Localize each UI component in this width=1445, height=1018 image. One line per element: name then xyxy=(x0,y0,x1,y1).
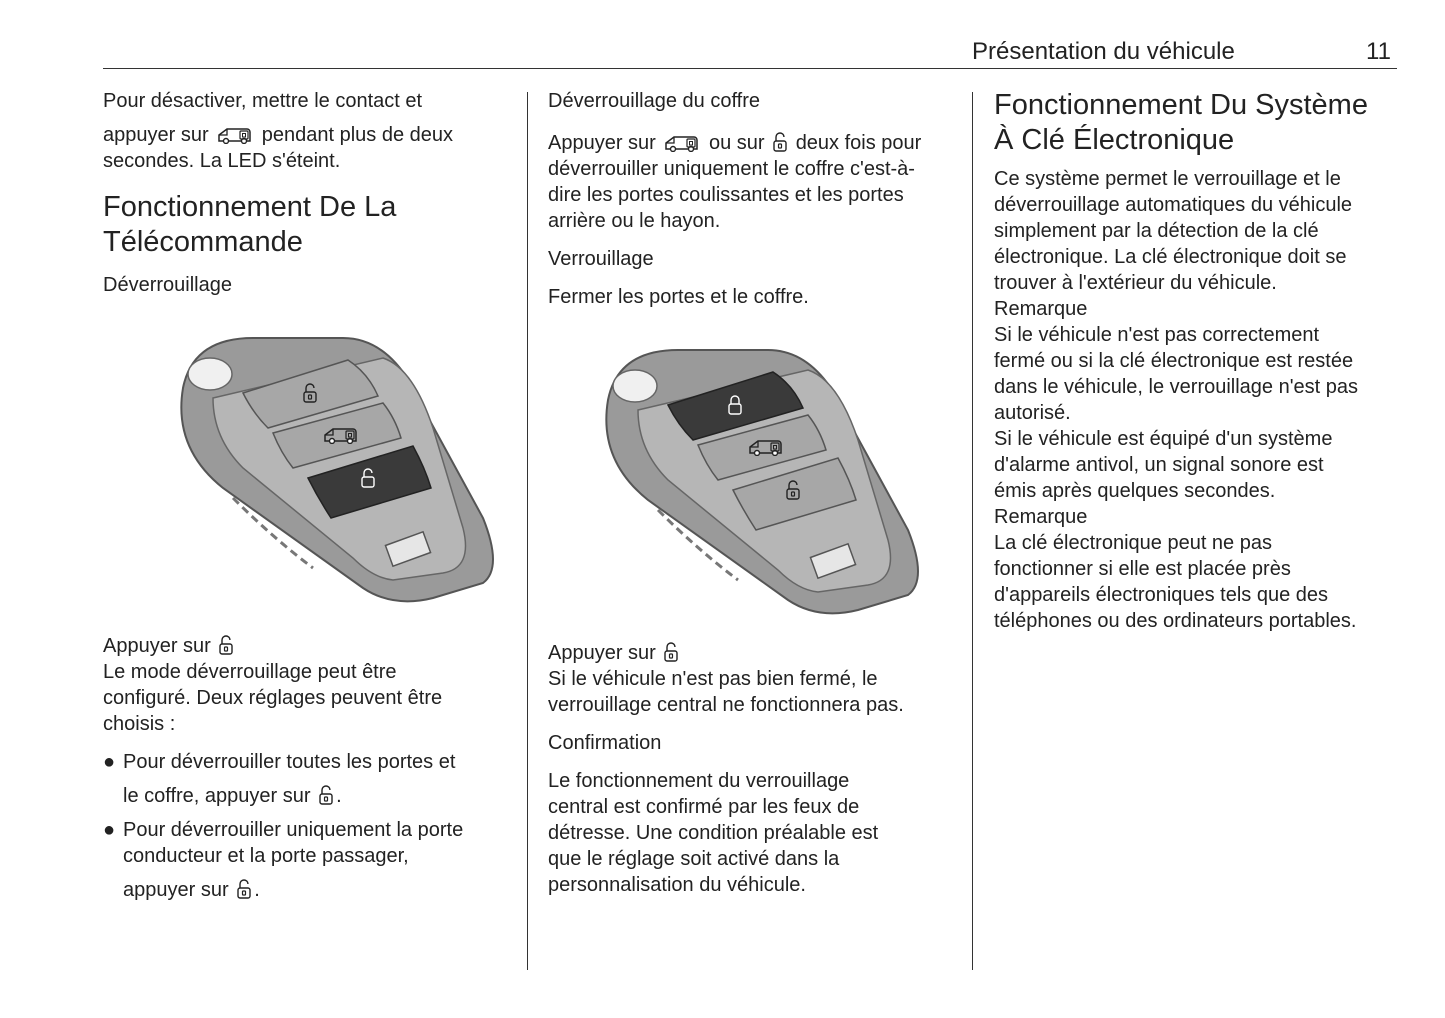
column-1 xyxy=(103,88,513,903)
period: . xyxy=(336,785,342,807)
confirmation-line-d: que le réglage soit activé dans la xyxy=(548,848,840,870)
key-fob-illustration-unlock xyxy=(103,298,513,633)
section-heading-remote xyxy=(103,190,513,260)
lock-warning-line-b: verrouillage central ne fonctionnera pas. xyxy=(548,694,904,716)
trunk-press-label: Appuyer sur xyxy=(548,132,656,154)
list-item xyxy=(103,817,513,903)
key-fob-illustration-lock xyxy=(548,310,958,640)
bullet1-line-b xyxy=(123,783,455,809)
press-label: Appuyer sur xyxy=(103,635,211,657)
heading-line-b: Télécommande xyxy=(103,226,303,258)
intro-line-a: Pour désactiver, mettre le contact et xyxy=(103,90,423,112)
note-heading-1: Remarque xyxy=(994,298,1088,320)
unlock-padlock-icon xyxy=(237,879,251,899)
note1-line-f: d'alarme antivol, un signal sonore est xyxy=(994,454,1324,476)
trunk-line-d: arrière ou le hayon. xyxy=(548,210,721,232)
column-3 xyxy=(994,88,1394,634)
note1-line-b: fermé ou si la clé électronique est restée xyxy=(994,350,1354,372)
column-divider-2 xyxy=(972,92,973,970)
list-item xyxy=(103,749,513,809)
heading-line-b: À Clé Électronique xyxy=(994,124,1235,156)
note2-line-a: La clé électronique peut ne pas xyxy=(994,532,1272,554)
bullet-marker: ● xyxy=(103,751,116,773)
lock-warning-line-a: Si le véhicule n'est pas bien fermé, le xyxy=(548,668,878,690)
note1-line-g: émis après quelques secondes. xyxy=(994,480,1276,502)
period: . xyxy=(254,879,260,901)
subheading-unlock: Déverrouillage xyxy=(103,274,232,296)
note1-line-e: Si le véhicule est équipé d'un système xyxy=(994,428,1333,450)
note2-line-c: d'appareils électroniques tels que des xyxy=(994,584,1329,606)
trunk-twice-label: deux fois pour xyxy=(795,132,922,154)
keyless-line-a: Ce système permet le verrouillage et le xyxy=(994,168,1341,190)
press-lock-line xyxy=(548,640,958,666)
confirmation-line-c: détresse. Une condition préalable est xyxy=(548,822,879,844)
unlock-padlock-icon xyxy=(664,642,678,662)
note2-line-b: fonctionner si elle est placée près xyxy=(994,558,1291,580)
bullet1-line-a: Pour déverrouiller toutes les portes et xyxy=(123,751,456,773)
subheading-trunk-unlock: Déverrouillage du coffre xyxy=(548,90,760,112)
unlock-padlock-icon xyxy=(319,785,333,805)
subheading-lock: Verrouillage xyxy=(548,248,654,270)
heading-line-a: Fonctionnement Du Système xyxy=(994,89,1368,121)
note2-line-d: téléphones ou des ordinateurs portables. xyxy=(994,610,1357,632)
unlock-mode-line-a: Le mode déverrouillage peut être xyxy=(103,661,397,683)
intro-line-b xyxy=(103,122,513,148)
van-rear-icon xyxy=(217,126,253,144)
unlock-padlock-icon xyxy=(219,635,233,655)
heading-line-a: Fonctionnement De La xyxy=(103,191,397,223)
header-rule xyxy=(103,68,1397,69)
press-unlock-line xyxy=(103,633,513,659)
keyless-line-e: trouver à l'extérieur du véhicule. xyxy=(994,272,1277,294)
lock-instruction: Fermer les portes et le coffre. xyxy=(548,286,809,308)
bullet2-line-c xyxy=(123,877,463,903)
intro-duration-label: pendant plus de deux xyxy=(261,124,454,146)
trunk-or-label: ou sur xyxy=(708,132,765,154)
keyless-line-b: déverrouillage automatiques du véhicule xyxy=(994,194,1353,216)
bullet2-line-b: conducteur et la porte passager, xyxy=(123,845,409,867)
note-heading-2: Remarque xyxy=(994,506,1088,528)
intro-press-label: appuyer sur xyxy=(103,124,209,146)
bullet2-text: appuyer sur xyxy=(123,879,229,901)
intro-line-c: secondes. La LED s'éteint. xyxy=(103,150,341,172)
confirmation-line-e: personnalisation du véhicule. xyxy=(548,874,806,896)
press-label: Appuyer sur xyxy=(548,642,656,664)
column-divider-1 xyxy=(527,92,528,970)
unlock-mode-line-c: choisis : xyxy=(103,713,176,735)
bullet2-line-a: Pour déverrouiller uniquement la porte xyxy=(123,819,464,841)
keyless-line-d: électronique. La clé électronique doit se xyxy=(994,246,1347,268)
note1-line-c: dans le véhicule, le verrouillage n'est pas xyxy=(994,376,1359,398)
note1-line-a: Si le véhicule n'est pas correctement xyxy=(994,324,1320,346)
note1-line-d: autorisé. xyxy=(994,402,1071,424)
van-rear-icon xyxy=(664,134,700,152)
keyless-line-c: simplement par la détection de la clé xyxy=(994,220,1319,242)
trunk-line-b: déverrouiller uniquement le coffre c'est-à- xyxy=(548,158,915,180)
confirmation-line-a: Le fonctionnement du verrouillage xyxy=(548,770,850,792)
trunk-line-a xyxy=(548,130,958,156)
unlock-padlock-icon xyxy=(773,132,787,152)
section-heading-keyless xyxy=(994,88,1394,158)
page-header-title: Présentation du véhicule xyxy=(972,38,1235,65)
column-2 xyxy=(548,88,958,898)
subheading-confirmation: Confirmation xyxy=(548,732,662,754)
unlock-mode-line-b: configuré. Deux réglages peuvent être xyxy=(103,687,443,709)
bullet1-text: le coffre, appuyer sur xyxy=(123,785,311,807)
page-number: 11 xyxy=(1366,38,1391,65)
trunk-line-c: dire les portes coulissantes et les portes xyxy=(548,184,904,206)
bullet-marker: ● xyxy=(103,819,116,841)
confirmation-line-b: central est confirmé par les feux de xyxy=(548,796,860,818)
